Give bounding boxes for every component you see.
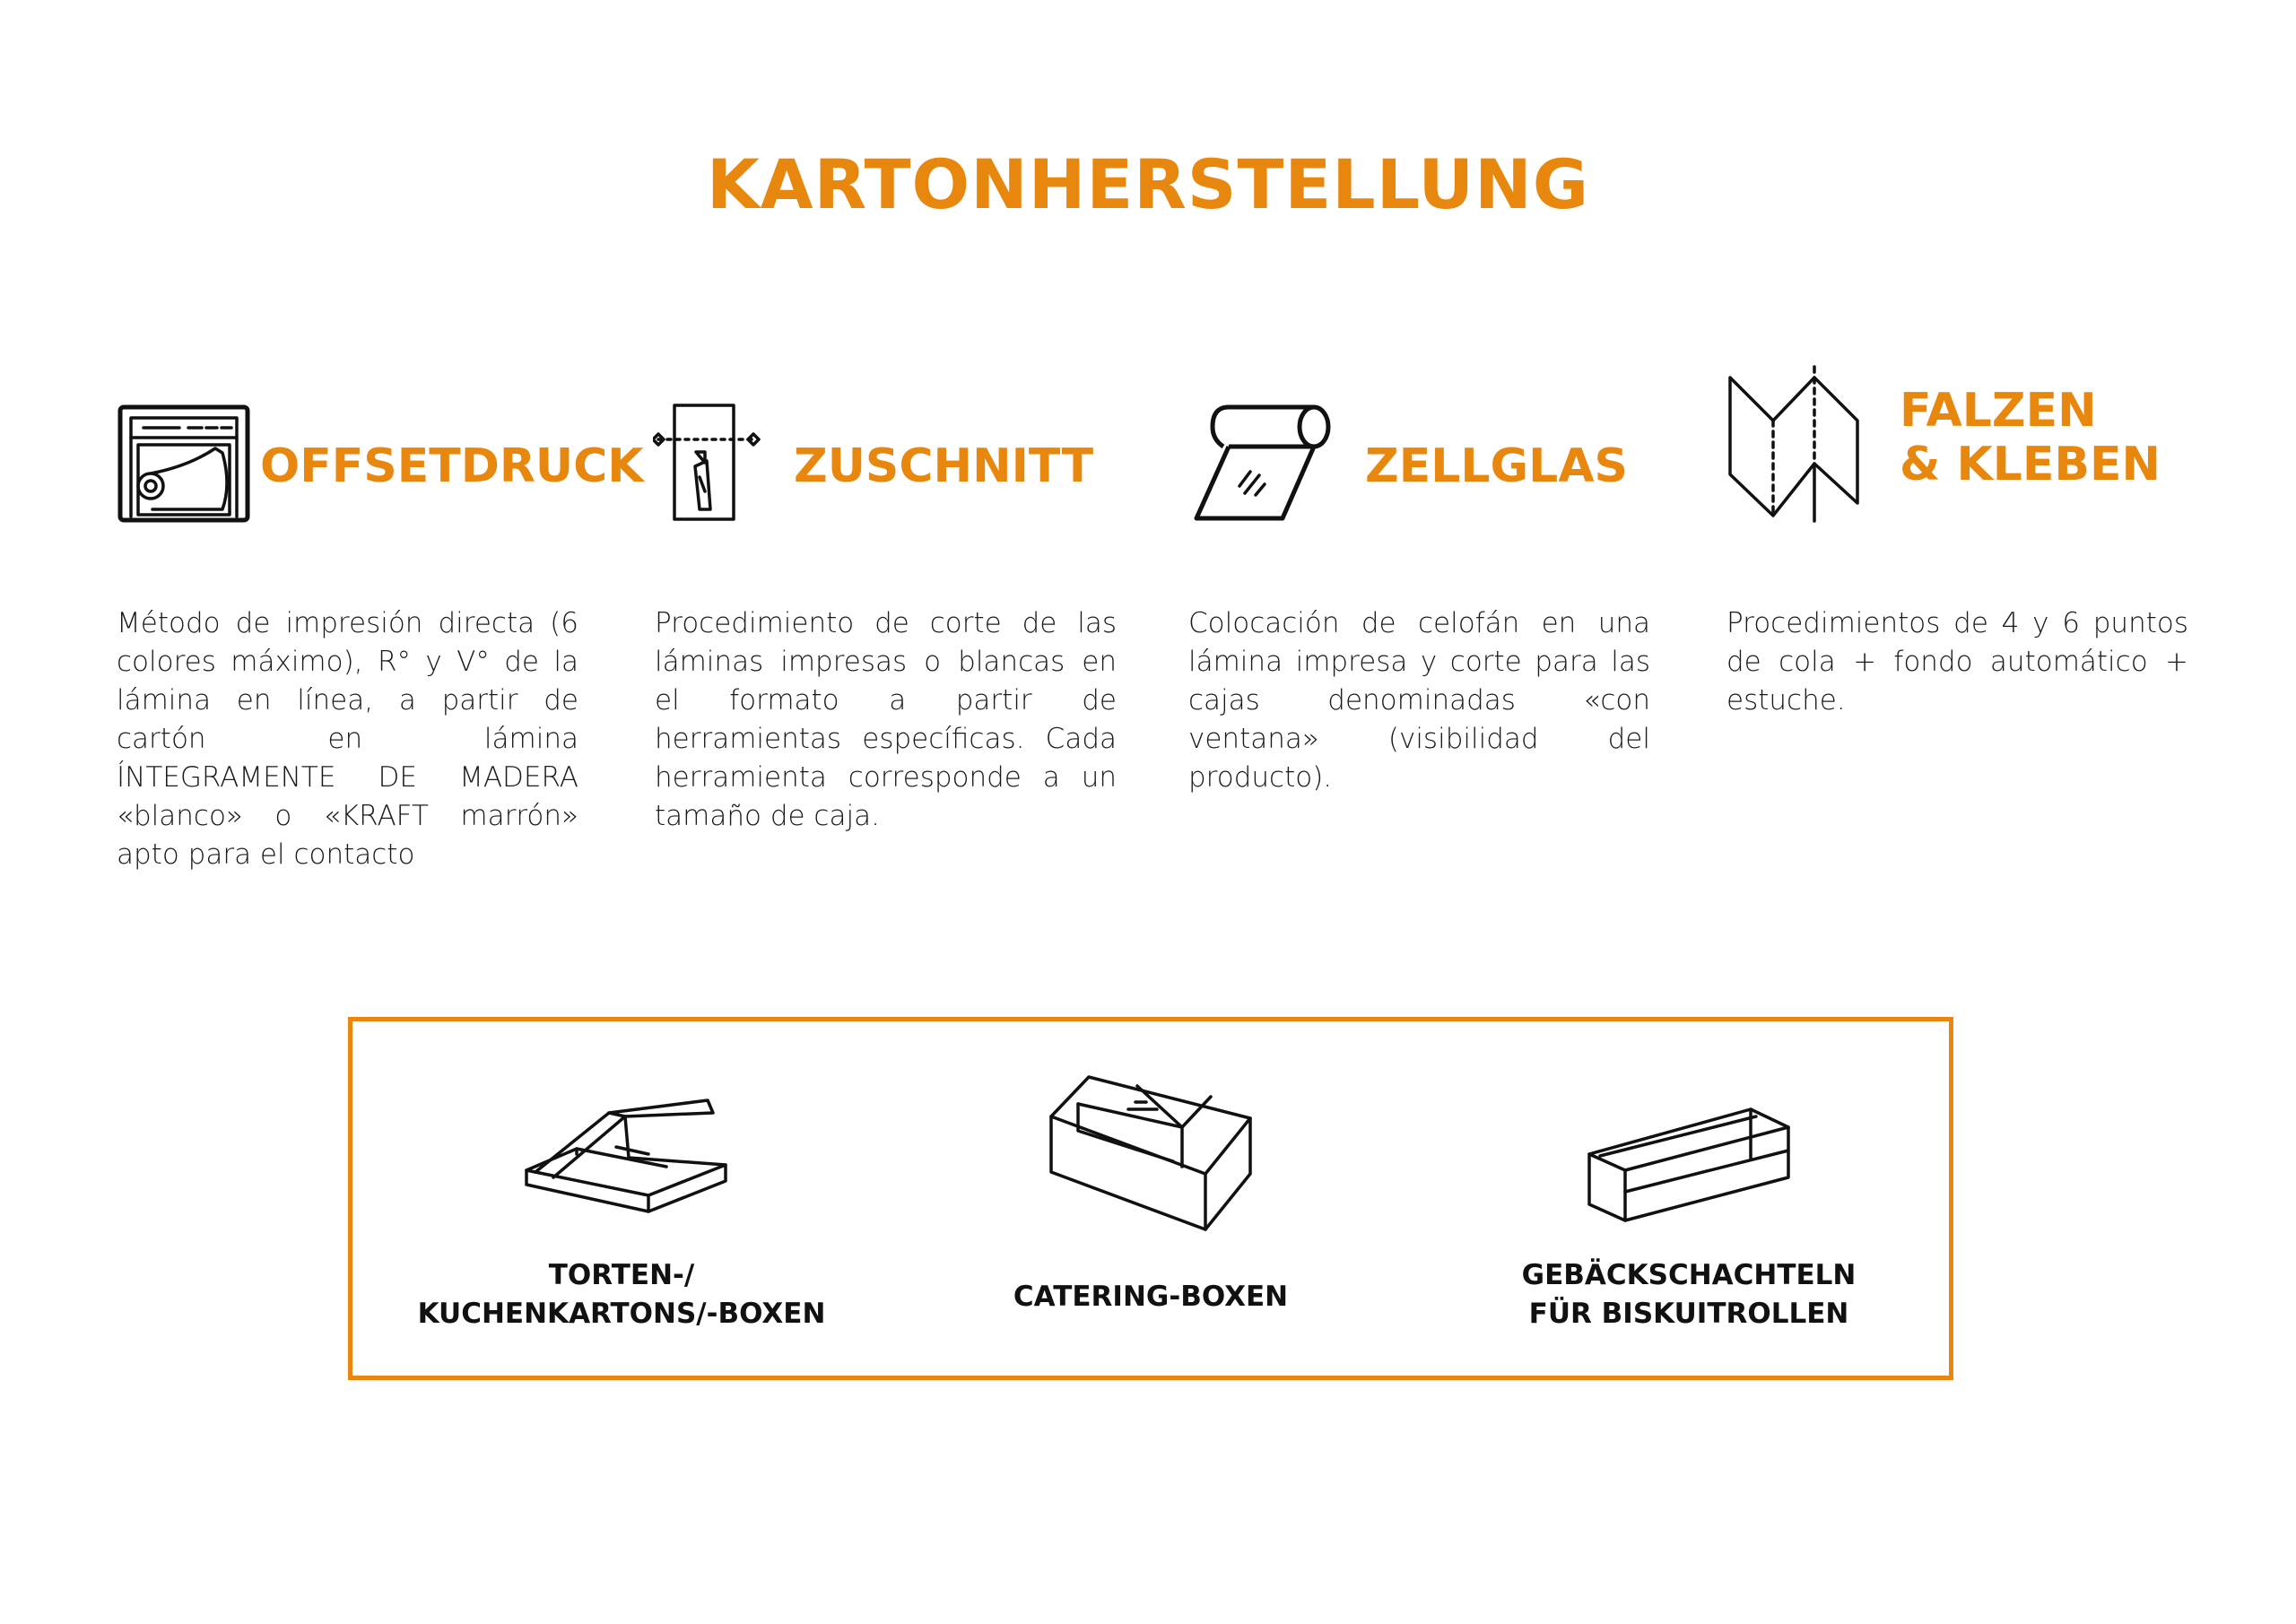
product-label-torten-line1: TORTEN-/ (548, 1259, 695, 1291)
product-label-torten-line2: KUCHENKARTONS/-BOXEN (417, 1298, 826, 1330)
product-label-gebaeck-line2: FÜR BISKUITROLLEN (1528, 1298, 1849, 1330)
open-box-icon (523, 1095, 729, 1229)
step-description-offsetdruck: Método de impresión directa (6 colores máximo), R° y V° de la lámina en línea, a partir de cartón en lámina ÍNTEGRAMENTE DE MADERA «blanco» o «KRAFT marrón» apto para el contacto (117, 607, 578, 871)
cutter-icon (653, 402, 761, 523)
long-box-icon (1586, 1100, 1792, 1226)
step-description-zellglas: Colocación de celofán en una lámina impresa y corte para las cajas denominadas «con ventana» (visibilidad del producto). (1188, 607, 1650, 794)
product-label-gebaeck (1483, 1256, 1895, 1333)
step-title-falzen (1900, 384, 2161, 491)
step-title-offsetdruck: OFFSETDRUCK (260, 439, 644, 493)
step-description-falzen: Procedimientos de 4 y 6 puntos de cola + fondo automático + estuche. (1726, 607, 2188, 716)
product-types-box (348, 1017, 1953, 1380)
product-label-catering: CATERING-BOXEN (1013, 1281, 1289, 1313)
product-label-torten (415, 1256, 828, 1333)
catering-box-icon (1048, 1073, 1254, 1235)
folding-icon (1726, 363, 1888, 525)
product-label-gebaeck-line1: GEBÄCKSCHACHTELN (1521, 1259, 1857, 1291)
page-title: KARTONHERSTELLUNG (706, 144, 1590, 224)
step-title-zuschnitt: ZUSCHNITT (794, 439, 1094, 493)
offset-printer-icon (117, 404, 251, 525)
step-description-zuschnitt: Procedimiento de corte de las láminas impresas o blancas en el formato a partir de herramientas específicas. Cada herramienta corresponde a un tamaño de caja. (655, 607, 1117, 832)
step-title-falzen-line1: FALZEN (1900, 384, 2097, 438)
step-title-zellglas: ZELLGLAS (1365, 439, 1629, 493)
step-title-falzen-line2: & KLEBEN (1900, 438, 2161, 491)
cellophane-roll-icon (1193, 404, 1336, 525)
